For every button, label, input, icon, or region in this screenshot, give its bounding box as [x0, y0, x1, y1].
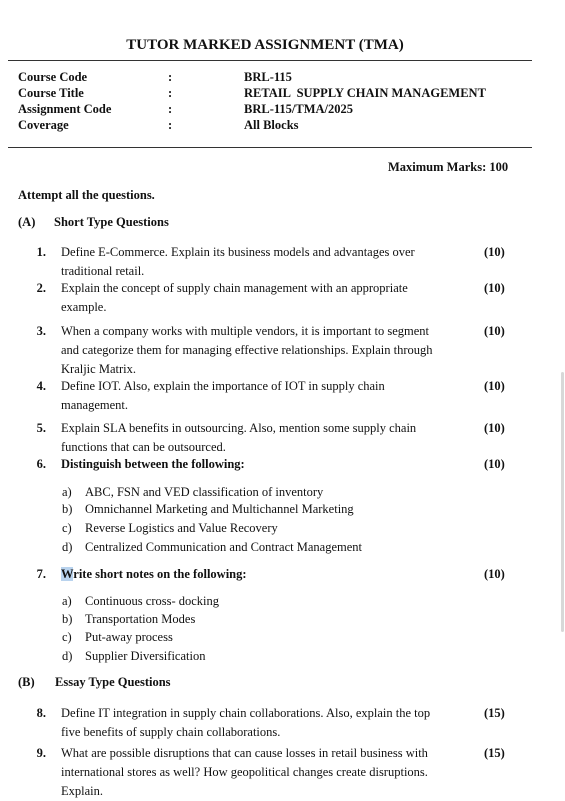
- question-line: Define IT integration in supply chain collaborations. Also, explain the top: [61, 706, 431, 720]
- question-marks: (10): [484, 324, 505, 338]
- assignment-code-label: Assignment Code: [18, 102, 112, 116]
- question-text: [61, 377, 441, 415]
- course-code-value: BRL-115: [244, 70, 292, 84]
- question-marks: (10): [484, 281, 505, 295]
- colon: :: [168, 102, 173, 116]
- question-line: five benefits of supply chain collaborations.: [61, 725, 281, 739]
- assignment-code-value: BRL-115/TMA/2025: [244, 102, 354, 116]
- question-number: 5.: [36, 421, 46, 435]
- top-divider: [8, 60, 532, 61]
- subitem-text: Transportation Modes: [85, 612, 196, 626]
- course-title-label: Course Title: [18, 86, 84, 100]
- instruction: Attempt all the questions.: [18, 188, 155, 202]
- question-line: international stores as well? How geopolitical changes create disruptions.: [61, 765, 428, 779]
- section-b-title: Essay Type Questions: [55, 675, 171, 689]
- subitem-text: Reverse Logistics and Value Recovery: [85, 521, 278, 535]
- question-line: When a company works with multiple vendors, it is important to segment: [61, 324, 429, 338]
- question-marks: (10): [484, 379, 505, 393]
- question-number: 7.: [36, 567, 46, 581]
- question-line: Explain.: [61, 784, 104, 798]
- course-title-value: RETAIL SUPPLY CHAIN MANAGEMENT: [244, 86, 486, 100]
- course-code-label: Course Code: [18, 70, 88, 84]
- subitem-letter: c): [62, 630, 72, 644]
- subitem-letter: b): [62, 502, 73, 516]
- question-number: 2.: [36, 281, 46, 295]
- question-number: 4.: [36, 379, 46, 393]
- question-marks: (10): [484, 567, 505, 581]
- question-line: management.: [61, 398, 128, 412]
- question-number: 9.: [36, 746, 46, 760]
- section-b-label: (B): [18, 675, 35, 689]
- question-number: 3.: [36, 324, 46, 338]
- maximum-marks: Maximum Marks: 100: [388, 160, 509, 174]
- subitem-text: Supplier Diversification: [85, 649, 206, 663]
- colon: :: [168, 118, 173, 132]
- question-text: [61, 322, 441, 379]
- question-line: and categorize them for managing effective relationships. Explain through: [61, 343, 433, 357]
- colon: :: [168, 70, 173, 84]
- subitem-text: ABC, FSN and VED classification of inventory: [85, 485, 324, 499]
- subitem-text: Continuous cross- docking: [85, 594, 220, 608]
- question-marks: (10): [484, 245, 505, 259]
- question-line: Define E-Commerce. Explain its business models and advantages over: [61, 245, 415, 259]
- question-marks: (15): [484, 746, 505, 760]
- coverage-value: All Blocks: [244, 118, 299, 132]
- question-line: Explain the concept of supply chain management with an appropriate: [61, 281, 408, 295]
- question-number: 6.: [36, 457, 46, 471]
- question-number: 1.: [36, 245, 46, 259]
- question-line: example.: [61, 300, 107, 314]
- subitem-text: Put-away process: [85, 630, 173, 644]
- subitem-letter: b): [62, 612, 73, 626]
- subitem-text: Centralized Communication and Contract Management: [85, 540, 363, 554]
- question-text: [61, 744, 441, 801]
- meta-divider: [8, 147, 532, 148]
- subitem-letter: a): [62, 594, 72, 608]
- coverage-label: Coverage: [18, 118, 69, 132]
- subitem-letter: a): [62, 485, 72, 499]
- question-text-rest: rite short notes on the following:: [73, 567, 247, 581]
- question-line: traditional retail.: [61, 264, 145, 278]
- question-line: Explain SLA benefits in outsourcing. Also, mention some supply chain: [61, 421, 417, 435]
- question-text: [61, 565, 441, 584]
- subitem-text: Omnichannel Marketing and Multichannel Marketing: [85, 502, 354, 516]
- question-marks: (15): [484, 706, 505, 720]
- question-text: [61, 243, 441, 281]
- question-number: 8.: [36, 706, 46, 720]
- colon: :: [168, 86, 173, 100]
- question-marks: (10): [484, 457, 505, 471]
- section-a-label: (A): [18, 215, 36, 229]
- document-title: TUTOR MARKED ASSIGNMENT (TMA): [126, 37, 404, 53]
- subitem-letter: c): [62, 521, 72, 535]
- question-text: [61, 419, 441, 457]
- question-text: [61, 279, 441, 317]
- question-line: What are possible disruptions that can cause losses in retail business with: [61, 746, 428, 760]
- question-line: functions that can be outsourced.: [61, 440, 226, 454]
- text-selection-highlight: W: [61, 567, 74, 581]
- subitem-letter: d): [62, 649, 73, 663]
- question-text: Distinguish between the following:: [61, 457, 245, 471]
- question-line: Kraljic Matrix.: [61, 362, 136, 376]
- question-text: [61, 704, 441, 742]
- subitem-letter: d): [62, 540, 73, 554]
- section-a-title: Short Type Questions: [54, 215, 169, 229]
- question-line: Define IOT. Also, explain the importance of IOT in supply chain: [61, 379, 385, 393]
- vertical-scrollbar[interactable]: [561, 372, 564, 632]
- question-marks: (10): [484, 421, 505, 435]
